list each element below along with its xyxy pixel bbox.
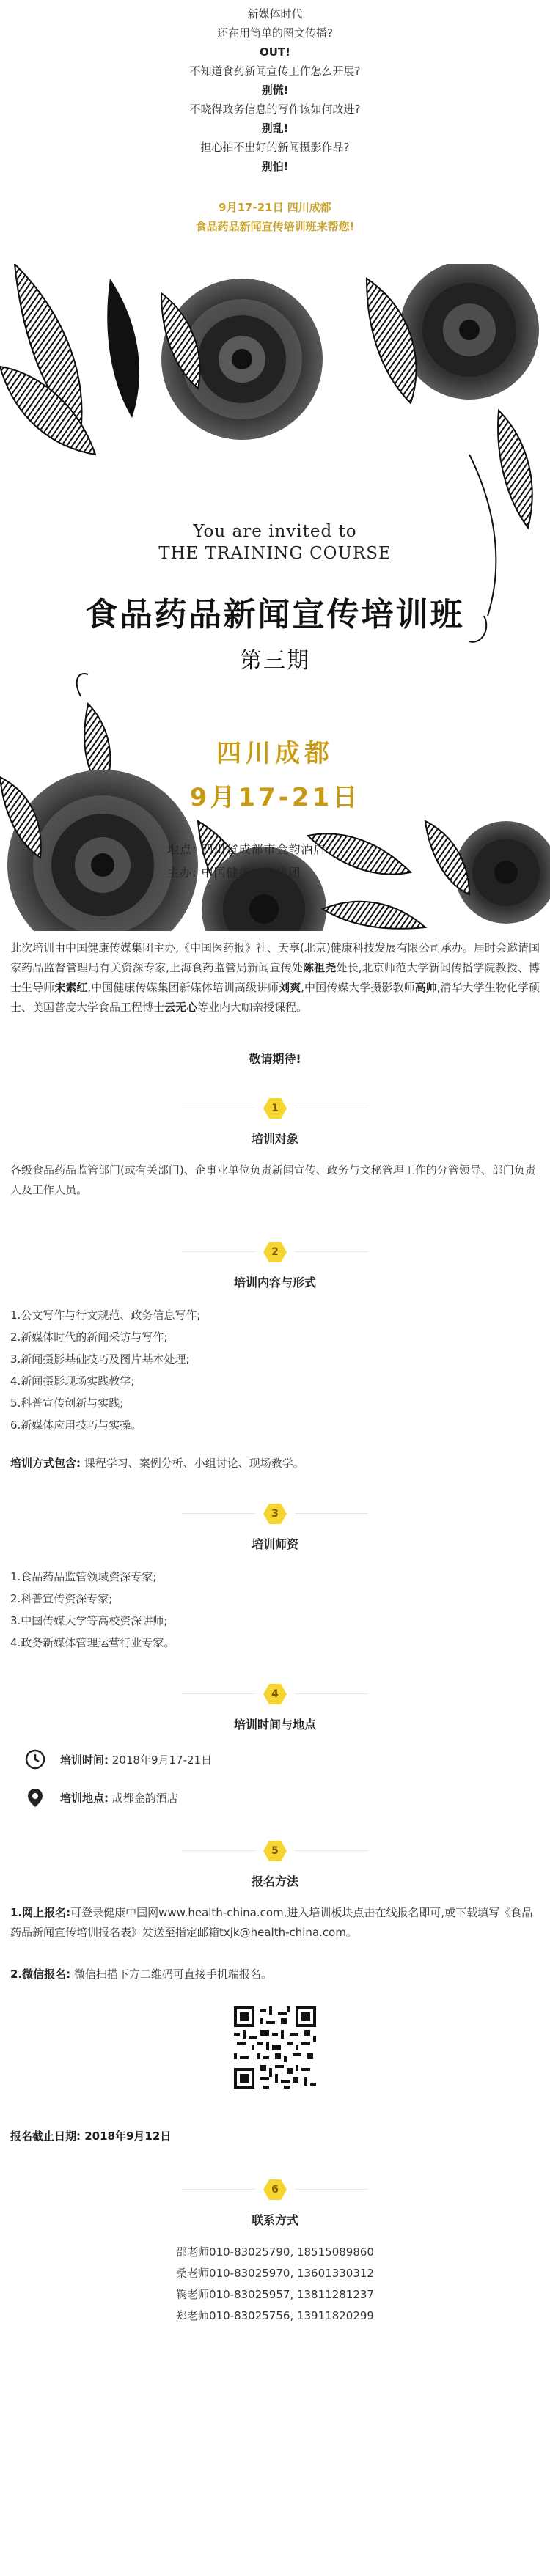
invite-line-1: You are invited to — [193, 522, 357, 541]
desc-name: 云无心 — [164, 1001, 198, 1014]
list-item: 4.政务新媒体管理运营行业专家。 — [10, 1636, 175, 1649]
section-badge — [263, 1840, 287, 1862]
section-header-4 — [0, 1683, 550, 1746]
content-list — [0, 1304, 550, 1436]
desc-text: ,清华大学生物化学硕士、美国普度大学食品工程博士 — [10, 981, 540, 1014]
desc-text: ,中国传媒大学摄影教师 — [301, 981, 415, 994]
section-badge — [263, 1241, 287, 1263]
divider-line — [295, 1513, 368, 1514]
poster-subtitle: 第三期 — [240, 648, 310, 674]
divider-line — [295, 1693, 368, 1694]
section-badge — [263, 1503, 287, 1525]
teacher-list — [0, 1566, 550, 1654]
wechat-reg-text: 微信扫描下方二维码可直接手机端报名。 — [73, 1968, 272, 1981]
divider-line — [182, 1251, 255, 1252]
section-badge — [263, 2179, 287, 2201]
web-reg-text: 可登录健康中国网www.health-china.com,进入培训板块点击在线报名即可,或下载填写《食品药品新闻宣传培训报名表》发送至指定邮箱txjk@health-china.com。 — [10, 1906, 533, 1939]
time-row — [0, 1746, 550, 1775]
list-item: 3.中国传媒大学等高校资深讲师; — [10, 1614, 168, 1627]
intro-line: 还在用简单的图文传播? — [217, 26, 333, 40]
event-date-location: 9月17-21日 四川成都 — [219, 201, 331, 214]
intro-line: 不知道食药新闻宣传工作怎么开展? — [189, 65, 361, 78]
intro-line-bold: OUT! — [259, 45, 290, 59]
poster-dates: 9月17-21日 — [189, 783, 361, 812]
web-registration — [0, 1903, 550, 1943]
intro-line-bold: 别乱! — [261, 122, 289, 135]
contact-item: 桑老师010-83025970, 13601330312 — [176, 2267, 374, 2280]
intro-line-bold: 别怕! — [261, 160, 289, 173]
event-poster — [0, 264, 550, 931]
wechat-reg-label: 2.微信报名: — [10, 1968, 71, 1981]
place-row — [0, 1784, 550, 1814]
desc-name: 刘爽 — [279, 981, 301, 994]
section-title: 报名方法 — [251, 1874, 298, 1888]
section-title: 培训时间与地点 — [233, 1718, 316, 1732]
divider-line — [182, 1513, 255, 1514]
intro-line: 不晓得政务信息的写作该如何改进? — [189, 103, 361, 116]
contact-item: 郑老师010-83025756, 13911820299 — [176, 2309, 374, 2322]
qr-code[interactable] — [234, 2006, 316, 2089]
location-pin-icon — [25, 1787, 45, 1808]
place-value: 成都金韵酒店 — [111, 1792, 178, 1805]
description-paragraph — [0, 931, 550, 1017]
list-item: 2.新媒体时代的新闻采访与写作; — [10, 1331, 168, 1344]
section-title: 培训对象 — [251, 1132, 298, 1146]
expect-line: 敬请期待! — [249, 1052, 301, 1066]
divider-line — [295, 1850, 368, 1851]
method-label: 培训方式包含: — [10, 1457, 81, 1470]
section-title: 培训内容与形式 — [233, 1276, 316, 1289]
place-label: 培训地点: — [60, 1792, 109, 1805]
list-item: 5.科普宣传创新与实践; — [10, 1396, 124, 1410]
clock-icon — [25, 1749, 45, 1770]
desc-text: ,中国健康传媒集团新媒体培训高级讲师 — [87, 981, 279, 994]
desc-text: 此次培训由中国健康传媒集团主办,《中国医药报》社、天享(北京)健康科技发展有限公司承办。届时会邀请国家药品监督管理局有关资深专家,上海食药监管局新闻宣传处 — [10, 941, 540, 974]
intro-lines — [0, 0, 550, 176]
section-number: 6 — [271, 2184, 279, 2196]
desc-name: 宋素红 — [54, 981, 88, 994]
list-item: 6.新媒体应用技巧与实操。 — [10, 1418, 142, 1432]
section-number: 2 — [271, 1246, 279, 1258]
section-number: 4 — [271, 1688, 279, 1700]
place-text — [60, 1790, 178, 1806]
date-lines — [0, 198, 550, 236]
divider-line — [295, 2189, 368, 2190]
divider-line — [182, 1850, 255, 1851]
list-item: 2.科普宣传资深专家; — [10, 1592, 113, 1605]
time-text — [60, 1752, 212, 1767]
qr-code-icon — [234, 2006, 316, 2089]
web-reg-label: 1.网上报名: — [10, 1906, 71, 1919]
section-title: 联系方式 — [251, 2213, 298, 2227]
divider-line — [182, 2189, 255, 2190]
contact-item: 邵老师010-83025790, 18515089860 — [176, 2245, 374, 2259]
desc-text: 处长,北京师范大学新闻传播学院教授、博士生导师 — [10, 961, 540, 994]
list-item: 1.公文写作与行文规范、政务信息写作; — [10, 1309, 201, 1322]
desc-text: 等业内大咖亲授课程。 — [197, 1001, 308, 1014]
poster-host: 主办: 中国健康传媒集团 — [167, 866, 301, 880]
poster-city: 四川成都 — [216, 739, 334, 768]
intro-line: 新媒体时代 — [247, 7, 303, 21]
time-value: 2018年9月17-21日 — [111, 1753, 213, 1767]
section-header-6 — [0, 2179, 550, 2242]
divider-line — [295, 1251, 368, 1252]
intro-line: 担心拍不出好的新闻摄影作品? — [200, 141, 350, 154]
section-number: 3 — [271, 1508, 279, 1520]
desc-name: 高帅 — [414, 981, 437, 994]
deadline: 报名截止日期: 2018年9月12日 — [10, 2130, 172, 2143]
poster-title: 食品药品新闻宣传培训班 — [85, 596, 465, 633]
method-line — [0, 1454, 550, 1473]
poster-location: 地点: 四川省成都市金韵酒店 — [167, 842, 326, 856]
list-item: 3.新闻摄影基础技巧及图片基本处理; — [10, 1353, 190, 1366]
section-number: 5 — [271, 1845, 279, 1857]
section-header-5 — [0, 1840, 550, 1903]
list-item: 1.食品药品监管领域资深专家; — [10, 1570, 157, 1583]
section-number: 1 — [271, 1103, 279, 1114]
section-header-2 — [0, 1241, 550, 1304]
event-tagline: 食品药品新闻宣传培训班来帮您! — [195, 220, 355, 233]
desc-name: 陈祖尧 — [302, 961, 337, 974]
section-badge — [263, 1097, 287, 1119]
intro-line-bold: 别慌! — [261, 84, 289, 97]
invite-line-2: THE TRAINING COURSE — [158, 544, 392, 563]
section-header-1 — [0, 1097, 550, 1160]
wechat-registration — [0, 1965, 550, 1984]
divider-line — [182, 1693, 255, 1694]
method-text: 课程学习、案例分析、小组讨论、现场教学。 — [84, 1457, 304, 1470]
contact-item: 鞠老师010-83025957, 13811281237 — [176, 2288, 374, 2301]
section-badge — [263, 1683, 287, 1705]
time-label: 培训时间: — [60, 1753, 109, 1767]
section-header-3 — [0, 1503, 550, 1566]
list-item: 4.新闻摄影现场实践教学; — [10, 1375, 135, 1388]
audience-text: 各级食品药品监管部门(或有关部门)、企事业单位负责新闻宣传、政务与文秘管理工作的分管领导、部门负责人及工作人员。 — [10, 1163, 536, 1196]
section-title: 培训师资 — [251, 1537, 298, 1551]
contact-list — [0, 2242, 550, 2327]
